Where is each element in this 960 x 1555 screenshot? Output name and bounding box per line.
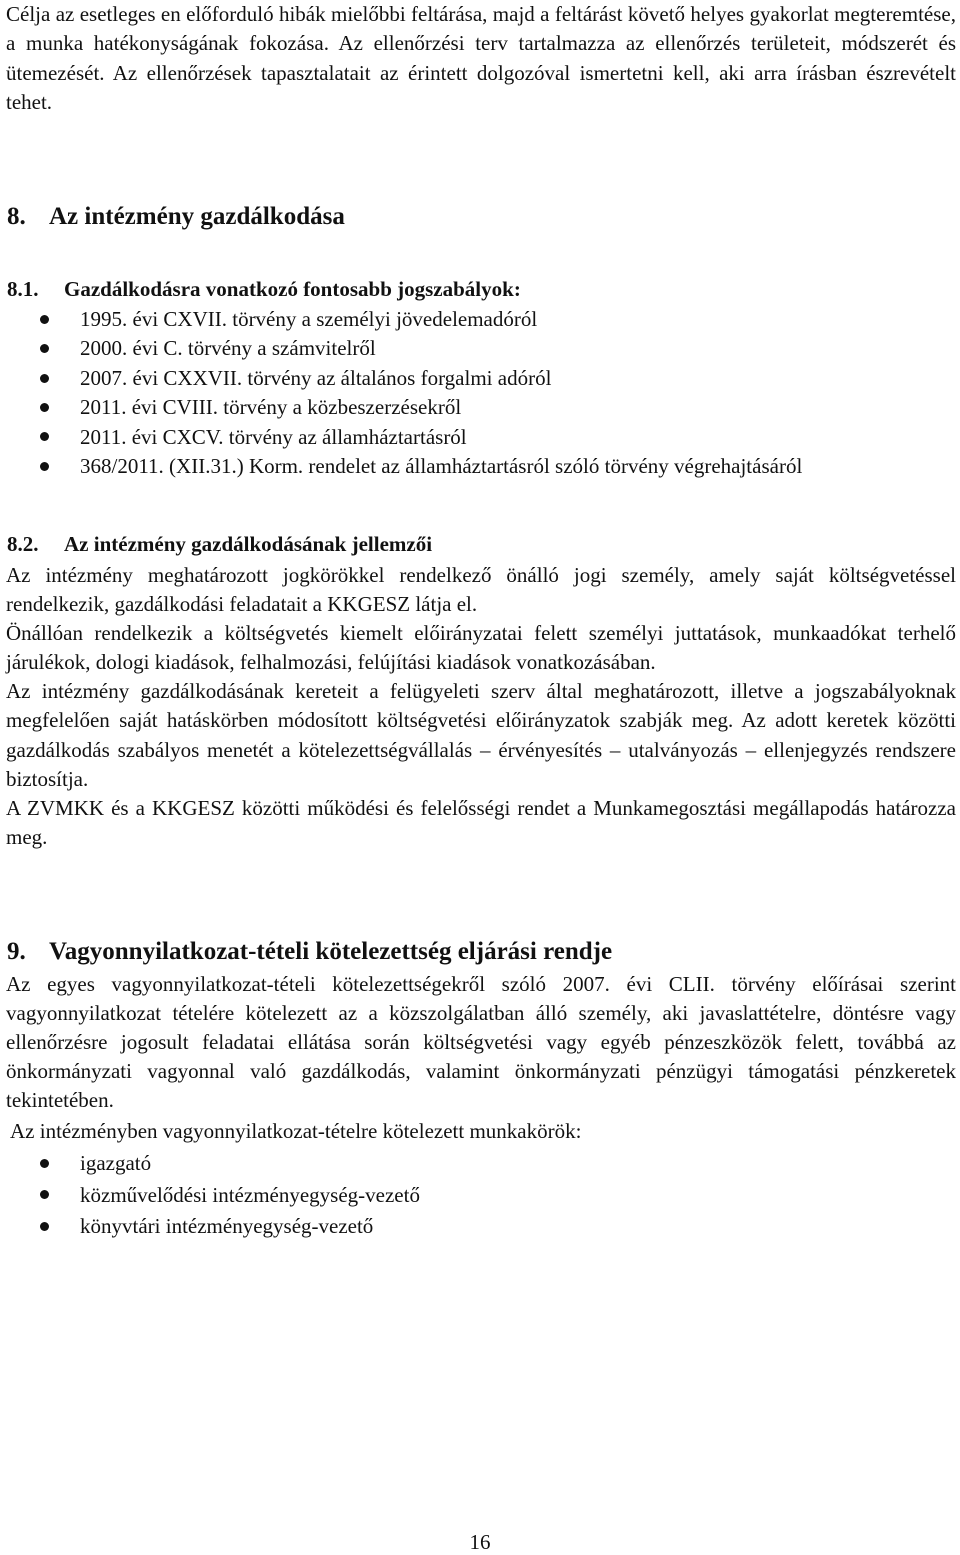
section-9-paragraph: Az egyes vagyonnyilatkozat-tételi kötelezettségekről szóló 2007. évi CLII. törvény előírásai szerint vagyonnyilatkozat tételére kötelezett az a közszolgálatban álló személy, aki javaslattételre, döntésre vagy ellenőrzésre jogosult feladatai ellátása során költségvetési vagy egyéb pénzeszközök felett, továbbá az önkormányzati vagyonnal való gazdálkodás, valamint önkormányzati pénzügyi támogatási pénzkeretek tekintetében. <box>6 972 956 1113</box>
intro-paragraph: Célja az esetleges en előforduló hibák mielőbbi feltárása, majd a feltárást követő helyes gyakorlat megteremtése, a munka hatékonyságának fokozása. Az ellenőrzési terv tartalmazza az ellenőrzés területeit, módszerét és ütemezését. Az ellenőrzések tapasztalatait az érintett dolgozóval ismertetni kell, aki arra írásban észrevételt tehet. <box>6 2 956 114</box>
section-8-1-title: Gazdálkodásra vonatkozó fontosabb jogszabályok: <box>64 277 521 301</box>
list-item: 1995. évi CXVII. törvény a személyi jövedelemadóról <box>0 305 802 334</box>
section-9-number: 9. <box>7 938 26 965</box>
section-8-1-number: 8.1. <box>7 277 39 301</box>
section-8-title: Az intézmény gazdálkodása <box>49 203 345 230</box>
roles-list <box>0 1148 420 1243</box>
section-8-2-body <box>6 561 956 852</box>
list-item: 2007. évi CXXVII. törvény az általános forgalmi adóról <box>0 364 802 393</box>
list-item: 2011. évi CVIII. törvény a közbeszerzésekről <box>0 393 802 422</box>
list-item: közművelődési intézményegység-vezető <box>0 1180 420 1212</box>
paragraph: Az intézmény meghatározott jogkörökkel rendelkező önálló jogi személy, amely saját költségvetéssel rendelkezik, gazdálkodási feladatait a KKGESZ látja el. <box>6 563 956 617</box>
page-number: 16 <box>469 1530 491 1554</box>
paragraph: A ZVMKK és a KKGESZ közötti működési és felelősségi rendet a Munkamegosztási megállapodás határozza meg. <box>6 795 956 849</box>
paragraph: Az intézmény gazdálkodásának kereteit a felügyeleti szerv által meghatározott, illetve a jogszabályoknak megfelelően saját hatáskörben módosított költségvetési előirányzatok szabják meg. Az adott keretek közötti gazdálkodás szabályos menetét a kötelezettségvállalás – érvényesítés – utalványozás – ellenjegyzés rendszere biztosítja. <box>6 679 956 791</box>
list-item: 2011. évi CXCV. törvény az államháztartásról <box>0 423 802 452</box>
section-8-2-number: 8.2. <box>7 532 39 556</box>
section-8-2-heading <box>7 532 432 557</box>
list-item: 368/2011. (XII.31.) Korm. rendelet az államháztartásról szóló törvény végrehajtásáról <box>0 452 802 481</box>
section-8-2-title: Az intézmény gazdálkodásának jellemzői <box>64 532 433 556</box>
list-item: igazgató <box>0 1148 420 1180</box>
section-8-number: 8. <box>7 203 26 230</box>
paragraph: Önállóan rendelkezik a költségvetés kiemelt előirányzatai felett személyi juttatások, munkaadókat terhelő járulékok, dologi kiadások, felhalmozási, felújítási kiadások vonatkozásában. <box>6 621 956 675</box>
section-8-heading <box>7 203 345 231</box>
list-item: 2000. évi C. törvény a számvitelről <box>0 334 802 363</box>
section-9-heading <box>7 938 612 966</box>
roles-intro: Az intézményben vagyonnyilatkozat-tételre kötelezett munkakörök: <box>10 1119 582 1143</box>
section-9-title: Vagyonnyilatkozat-tételi kötelezettség eljárási rendje <box>49 938 613 965</box>
section-8-1-heading <box>7 277 521 302</box>
laws-list <box>0 305 802 481</box>
list-item: könyvtári intézményegység-vezető <box>0 1211 420 1243</box>
